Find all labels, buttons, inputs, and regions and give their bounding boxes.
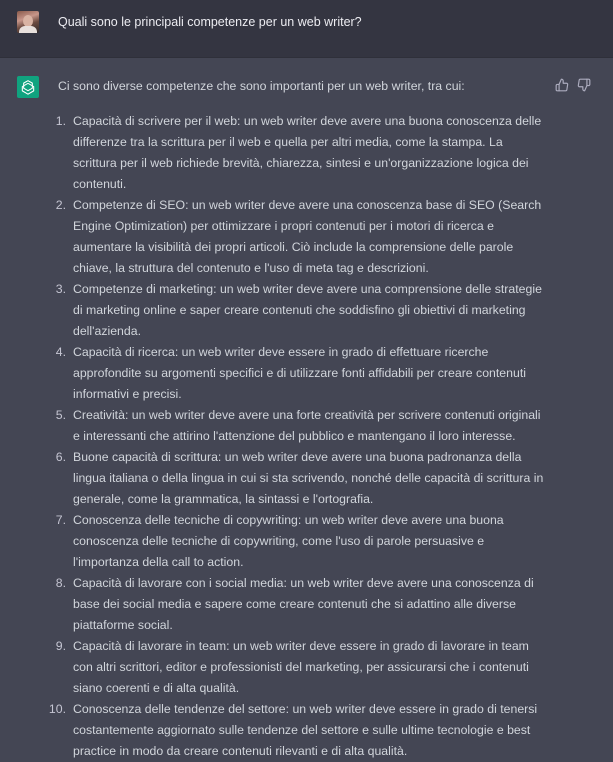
list-number: 10.: [48, 702, 66, 716]
list-item: [0, 636, 545, 699]
user-avatar: [17, 11, 39, 33]
list-item-text: Conoscenza delle tendenze del settore: un web writer deve essere in grado di tenersi costantemente aggiornato sulle tendenze del settore e sulle ultime tecnologie e best practice in modo da creare contenuti rilevanti e di alta qualità.: [73, 702, 538, 758]
thumbs-down-icon[interactable]: [577, 78, 591, 92]
list-number: 1.: [55, 114, 66, 128]
message-actions: [555, 78, 591, 92]
list-item: [0, 573, 545, 636]
list-item-text: Capacità di lavorare in team: un web writer deve essere in grado di lavorare in team con altri scrittori, editor e professionisti del marketing, per assicurarsi che i contenuti siano coerenti e di alta qualità.: [73, 639, 529, 695]
list-item: [0, 510, 545, 573]
list-item: [0, 111, 545, 195]
list-number: 8.: [55, 576, 66, 590]
list-number: 3.: [55, 282, 66, 296]
assistant-message-row: [0, 58, 613, 758]
list-number: 4.: [55, 345, 66, 359]
list-item-text: Buone capacità di scrittura: un web writer deve avere una buona padronanza della lingua italiana o della lingua in cui si sta scrivendo, nonché delle capacità di scrittura in generale, come la grammatica, la sintassi e l'ortografia.: [73, 450, 544, 506]
list-item: [0, 447, 545, 510]
thumbs-up-icon[interactable]: [555, 78, 569, 92]
list-number: 6.: [55, 450, 66, 464]
list-number: 9.: [55, 639, 66, 653]
list-item: [0, 279, 545, 342]
list-item-text: Capacità di lavorare con i social media: un web writer deve avere una conoscenza di base dei social media e sapere come creare contenuti che si adattino alle diverse piattaforme social.: [73, 576, 534, 632]
assistant-intro-text: Ci sono diverse competenze che sono importanti per un web writer, tra cui:: [58, 79, 465, 93]
user-message-row: [0, 0, 613, 58]
list-item-text: Capacità di ricerca: un web writer deve essere in grado di effettuare ricerche approfondite su argomenti specifici e di utilizzare fonti affidabili per creare contenuti informativi e precisi.: [73, 345, 526, 401]
list-item-text: Conoscenza delle tecniche di copywriting: un web writer deve avere una buona conoscenza delle tecniche di copywriting, come l'uso di parole persuasive e l'importanza della call to action.: [73, 513, 504, 569]
list-number: 5.: [55, 408, 66, 422]
list-item-text: Creatività: un web writer deve avere una forte creatività per scrivere contenuti originali e interessanti che attirino l'attenzione del pubblico e mantengano il loro interesse.: [73, 408, 541, 443]
list-item: [0, 195, 545, 279]
list-item-text: Capacità di scrivere per il web: un web writer deve avere una buona conoscenza delle differenze tra la scrittura per il web e quella per altri media, come la stampa. La scrittura per il web richiede brevità, chiarezza, sintesi e un'organizzazione logica dei contenuti.: [73, 114, 542, 191]
answer-list: [0, 111, 613, 762]
openai-logo-icon: [17, 76, 39, 98]
list-item-text: Competenze di SEO: un web writer deve avere una conoscenza base di SEO (Search Engine Optimization) per ottimizzare i propri contenuti per i motori di ricerca e aumentare la visibilità dei propri articoli. Ciò include la comprensione delle parole chiave, la struttura del contenuto e l'uso di meta tag e descrizioni.: [73, 198, 542, 275]
list-item: [0, 699, 545, 762]
list-item-text: Competenze di marketing: un web writer deve avere una comprensione delle strategie di marketing online e saper creare contenuti che soddisfino gli obiettivi di marketing dell'azienda.: [73, 282, 542, 338]
list-number: 2.: [55, 198, 66, 212]
list-number: 7.: [55, 513, 66, 527]
user-message-text: Quali sono le principali competenze per un web writer?: [58, 15, 362, 29]
list-item: [0, 342, 545, 405]
list-item: [0, 405, 545, 447]
